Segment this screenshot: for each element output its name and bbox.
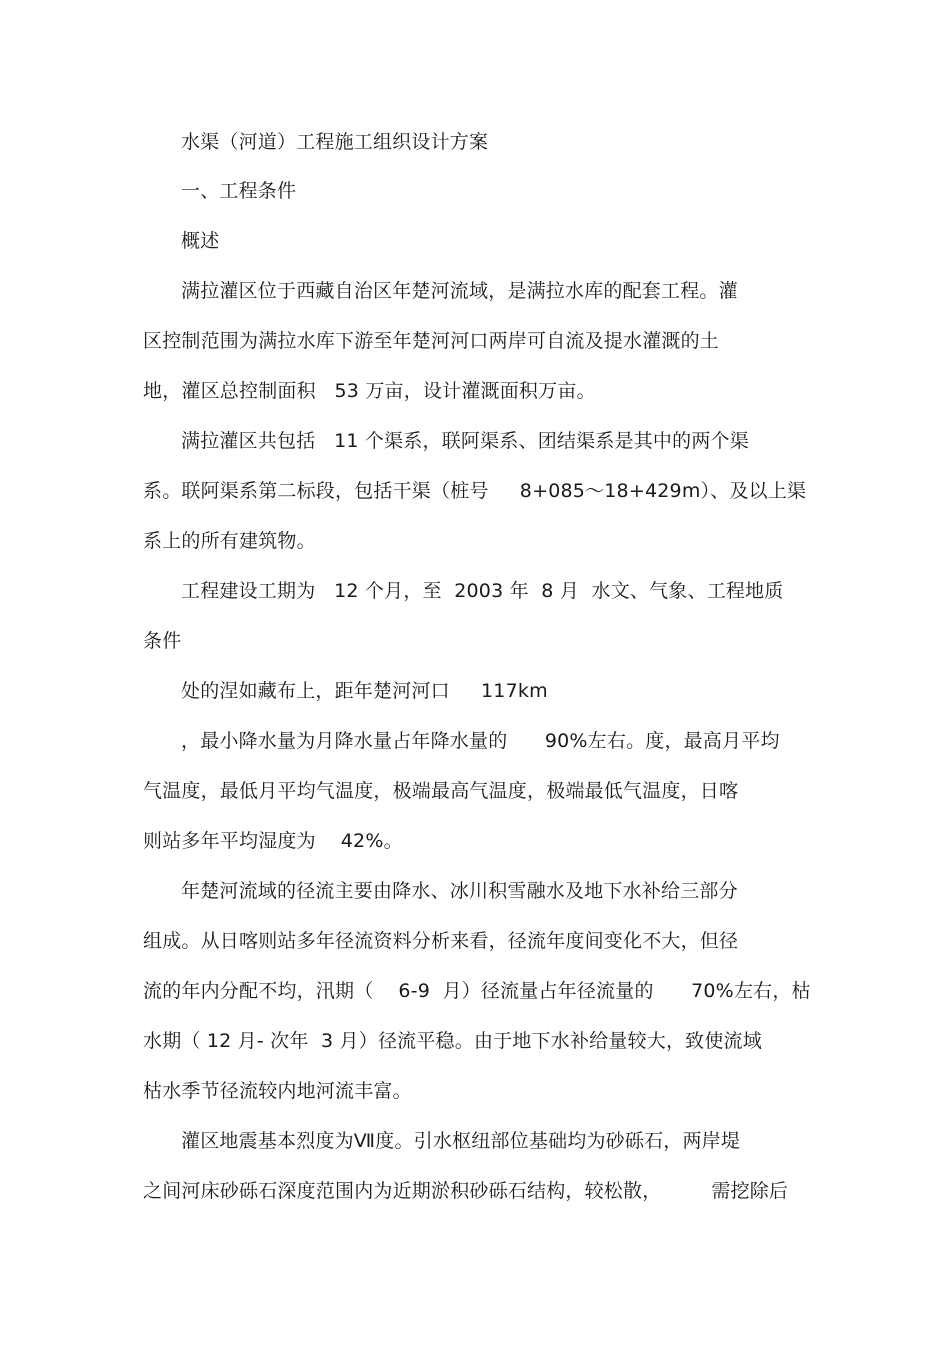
paragraph-line: 工程建设工期为 12 个月，至 2003 年 8 月 水文、气象、工程地质 <box>181 580 784 602</box>
paragraph-line: 满拉灌区位于西藏自治区年楚河流域，是满拉水库的配套工程。灌 <box>181 280 738 302</box>
paragraph-line: 灌区地震基本烈度为Ⅶ度。引水枢纽部位基础均为砂砾石，两岸堤 <box>181 1130 741 1152</box>
paragraph-line: 区控制范围为满拉水库下游至年楚河河口两岸可自流及提水灌溉的土 <box>143 330 720 352</box>
paragraph-line: 系上的所有建筑物。 <box>143 530 316 552</box>
paragraph-line: 之间河床砂砾石深度范围内为近期淤积砂砾石结构，较松散， 需挖除后 <box>143 1180 789 1202</box>
paragraph-line: 气温度，最低月平均气温度，极端最高气温度，极端最低气温度，日喀 <box>143 780 739 802</box>
paragraph-line: 处的涅如藏布上，距年楚河河口 117km <box>181 680 548 702</box>
paragraph-line: 水期（ 12 月- 次年 3 月）径流平稳。由于地下水补给量较大，致使流域 <box>143 1030 762 1052</box>
paragraph-line: 组成。从日喀则站多年径流资料分析来看，径流年度间变化不大，但径 <box>143 930 739 952</box>
paragraph-line: 则站多年平均湿度为 42%。 <box>143 830 403 852</box>
paragraph-line: ，最小降水量为月降水量占年降水量的 90%左右。度，最高月平均 <box>181 730 780 752</box>
document-title: 水渠（河道）工程施工组织设计方案 <box>181 131 489 153</box>
paragraph-line: 条件 <box>143 630 182 652</box>
paragraph-line: 枯水季节径流较内地河流丰富。 <box>143 1080 412 1102</box>
paragraph-line: 流的年内分配不均，汛期（ 6-9 月）径流量占年径流量的 70%左右，枯 <box>143 980 811 1002</box>
paragraph-line: 系。联阿渠系第二标段，包括干渠（桩号 8+085～18+429m）、及以上渠 <box>143 480 807 502</box>
section-heading: 一、工程条件 <box>181 180 297 202</box>
paragraph-line: 年楚河流域的径流主要由降水、冰川积雪融水及地下水补给三部分 <box>181 880 738 902</box>
subsection-heading: 概述 <box>181 230 220 252</box>
paragraph-line: 地，灌区总控制面积 53 万亩，设计灌溉面积万亩。 <box>143 380 596 402</box>
paragraph-line: 满拉灌区共包括 11 个渠系，联阿渠系、团结渠系是其中的两个渠 <box>181 430 749 452</box>
